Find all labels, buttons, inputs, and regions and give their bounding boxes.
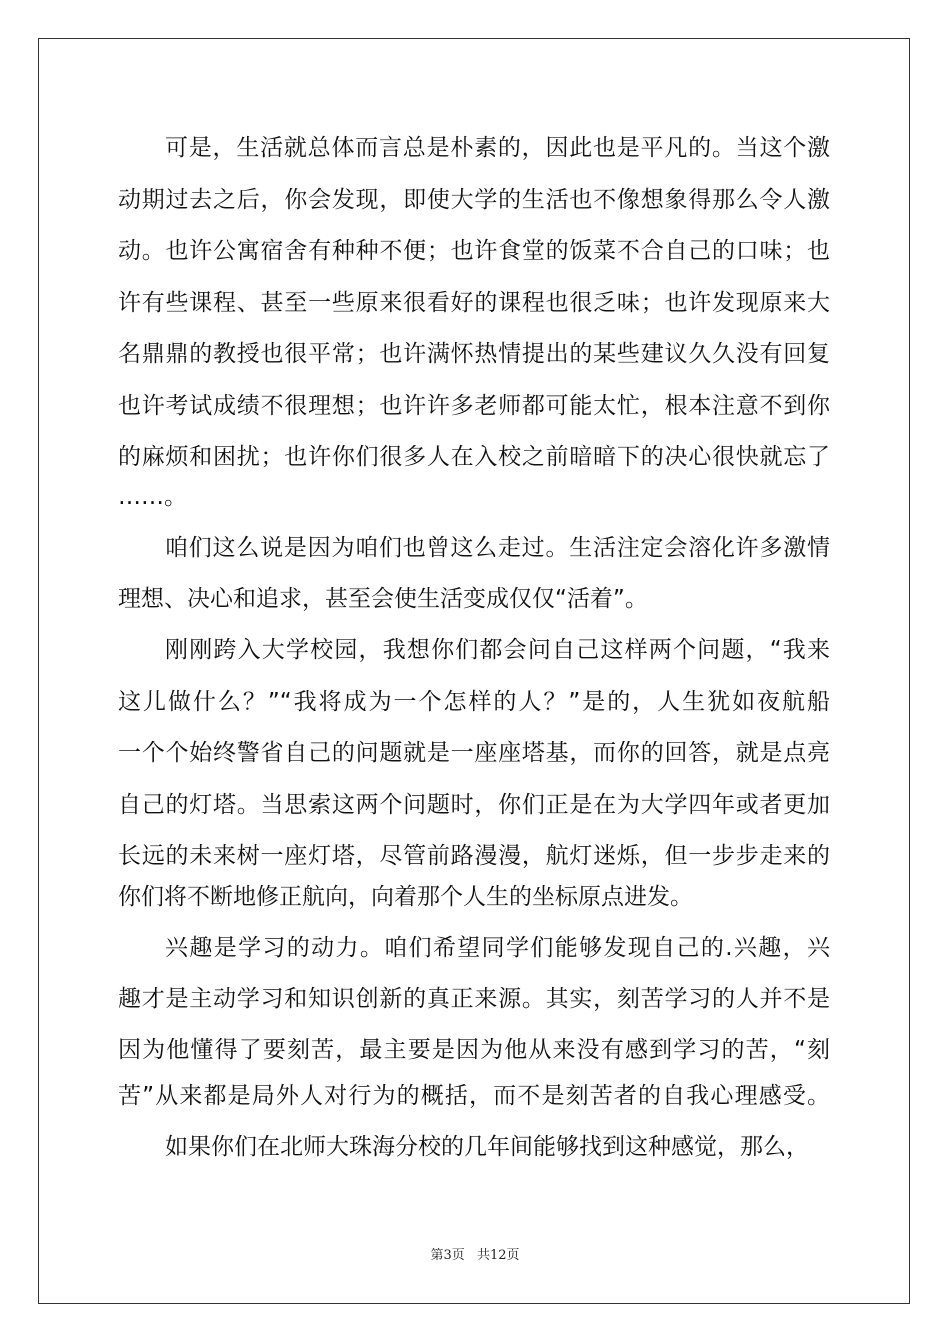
paragraph-line: 动。也许公寓宿舍有种种不便；也许食堂的饭菜不合自己的口味；也 bbox=[118, 238, 830, 264]
paragraph-line: 这儿做什么？”“我将成为一个怎样的人？”是的，人生犹如夜航船 bbox=[118, 689, 830, 715]
paragraph-line: 可是，生活就总体而言总是朴素的，因此也是平凡的。当这个激 bbox=[165, 135, 830, 161]
paragraph-line: 许有些课程、甚至一些原来很看好的课程也很乏味；也许发现原来大 bbox=[118, 290, 830, 316]
paragraph-line: 的麻烦和困扰；也许你们很多人在入校之前暗暗下的决心很快就忘了 bbox=[118, 444, 830, 470]
paragraph-line: 长远的未来树一座灯塔，尽管前路漫漫，航灯迷烁，但一步步走来的 bbox=[118, 843, 830, 869]
page-footer bbox=[0, 1244, 950, 1263]
paragraph-line: 动期过去之后，你会发现，即使大学的生活也不像想象得那么令人激 bbox=[118, 187, 830, 213]
paragraph-line: 理想、决心和追求，甚至会使生活变成仅仅“活着”。 bbox=[118, 586, 648, 612]
paragraph-line: 你们将不断地修正航向，向着那个人生的坐标原点进发。 bbox=[118, 884, 693, 910]
paragraph-line: 一个个始终警省自己的问题就是一座座塔基，而你的回答，就是点亮 bbox=[118, 740, 830, 766]
page-total: 共12页 bbox=[476, 1248, 520, 1263]
paragraph-line: 因为他懂得了要刻苦，最主要是因为他从来没有感到学习的苦，“刻 bbox=[118, 1037, 830, 1063]
paragraph-line: 咱们这么说是因为咱们也曾这么走过。生活注定会溶化许多激情 bbox=[165, 535, 830, 561]
paragraph-line: 苦”从来都是局外人对行为的概括，而不是刻苦者的自我心理感受。 bbox=[118, 1083, 830, 1109]
paragraph-line: 刚刚跨入大学校园，我想你们都会问自己这样两个问题，“我来 bbox=[165, 637, 830, 663]
page-number: 第3页 bbox=[430, 1248, 465, 1263]
paragraph-line: 自己的灯塔。当思索这两个问题时，你们正是在为大学四年或者更加 bbox=[118, 792, 830, 818]
paragraph-line: 名鼎鼎的教授也很平常；也许满怀热情提出的某些建议久久没有回复 bbox=[118, 341, 830, 367]
paragraph-line: ……。 bbox=[118, 484, 187, 510]
paragraph-line: 如果你们在北师大珠海分校的几年间能够找到这种感觉，那么， bbox=[165, 1134, 809, 1160]
paragraph-line: 兴趣是学习的动力。咱们希望同学们能够发现自己的.兴趣，兴 bbox=[165, 935, 830, 961]
paragraph-line: 也许考试成绩不很理想；也许许多老师都可能太忙，根本注意不到你 bbox=[118, 393, 830, 419]
paragraph-line: 趣才是主动学习和知识创新的真正来源。其实，刻苦学习的人并不是 bbox=[118, 986, 830, 1012]
